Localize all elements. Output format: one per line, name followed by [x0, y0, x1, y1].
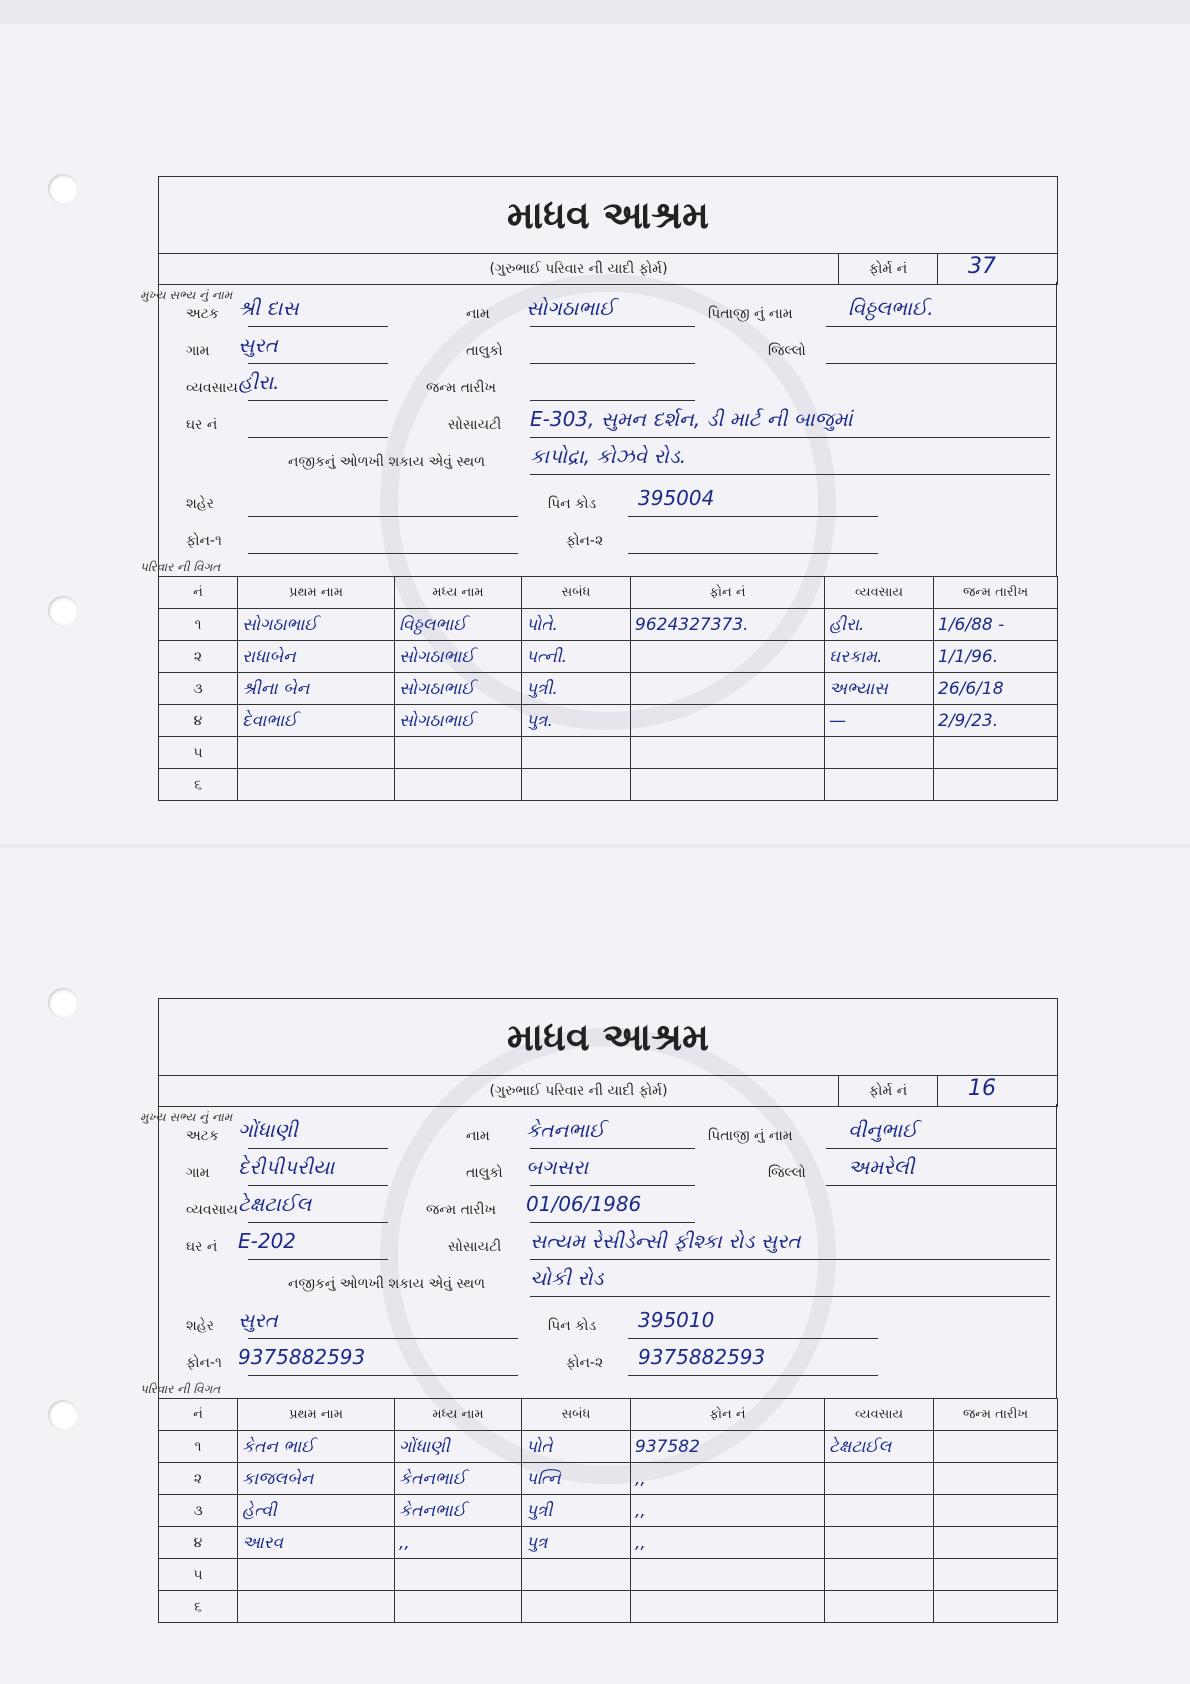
value-landmark: કાપોદ્રા, કોઝવે રોડ. [530, 444, 687, 468]
table-cell [631, 705, 825, 737]
table-cell: ટેક્ષટાઈલ [825, 1431, 934, 1463]
label-district: જિલ્લો [768, 343, 806, 359]
table-cell: ૪ [159, 1527, 238, 1559]
table-cell: પુત્ર [522, 1527, 631, 1559]
value-house: E-202 [238, 1229, 297, 1253]
table-cell: પુત્રી. [522, 673, 631, 705]
label-city: શહેર [186, 1318, 214, 1334]
table-cell [631, 673, 825, 705]
label-pin: પિન કોડ [548, 1318, 597, 1334]
table-cell: શ્રીના બેન [238, 673, 395, 705]
table-row [159, 609, 1058, 641]
table-row [159, 705, 1058, 737]
table-cell: 937582 [631, 1431, 825, 1463]
table-header-row [159, 577, 1058, 609]
table-header: જન્મ તારીખ [934, 1399, 1058, 1431]
table-cell [934, 737, 1058, 769]
details-frame [158, 282, 1057, 576]
table-cell [395, 1559, 522, 1591]
value-father: વીનુભાઈ [848, 1118, 918, 1142]
table-header: સબંધ [522, 1399, 631, 1431]
table-cell: પોતે [522, 1431, 631, 1463]
table-cell: સોગઠાભાઈ [395, 705, 522, 737]
table-cell: ,, [395, 1527, 522, 1559]
registration-form [140, 998, 1058, 1615]
table-cell: ૨ [159, 641, 238, 673]
table-cell: વિઠ્ઠલભાઈ [395, 609, 522, 641]
form-no-cell [938, 254, 1057, 284]
table-cell: આરવ [238, 1527, 395, 1559]
table-cell: 2/9/23. [934, 705, 1058, 737]
details-frame [158, 1104, 1057, 1398]
form-subtitle: (ગુરુભાઈ પરિવાર ની યાદી ફોર્મ) [159, 254, 839, 284]
label-village: ગામ [186, 1165, 210, 1181]
main-member-label: મુખ્ય સભ્ય નું નામ [140, 288, 233, 302]
table-cell [934, 1591, 1058, 1623]
table-cell [825, 1463, 934, 1495]
table-cell: કેતનભાઈ [395, 1463, 522, 1495]
table-cell [522, 1591, 631, 1623]
value-father: વિઠ્ઠલભાઈ. [848, 296, 934, 320]
table-cell [825, 769, 934, 801]
table-row [159, 1463, 1058, 1495]
form-subtitle: (ગુરુભાઈ પરિવાર ની યાદી ફોર્મ) [159, 1076, 839, 1106]
table-cell [238, 769, 395, 801]
label-pin: પિન કોડ [548, 496, 597, 512]
label-name: નામ [466, 306, 490, 322]
table-cell [934, 1559, 1058, 1591]
table-cell: સોગઠાભાઈ [238, 609, 395, 641]
value-landmark: ચોકી રોડ [530, 1266, 604, 1290]
table-cell: — [825, 705, 934, 737]
table-header: મધ્ય નામ [395, 577, 522, 609]
table-cell: ૧ [159, 1431, 238, 1463]
table-cell: કેતનભાઈ [395, 1495, 522, 1527]
form-title: માધવ આશ્રમ [158, 998, 1058, 1075]
value-pin: 395004 [638, 486, 715, 510]
registration-form [140, 176, 1058, 793]
table-cell [522, 1559, 631, 1591]
table-cell [631, 1559, 825, 1591]
label-landmark: નજીકનું ઓળખી શકાય એવું સ્થળ [288, 454, 486, 470]
label-occupation: વ્યવસાય [186, 1202, 238, 1218]
label-phone1: ફોન-૧ [186, 1355, 222, 1371]
label-occupation: વ્યવસાય [186, 380, 238, 396]
value-society: સત્યમ રેસીડેન્સી ફીશ્કા રોડ સુરત [530, 1229, 801, 1253]
form-no-cell [938, 1076, 1057, 1106]
table-cell: કાજલબેન [238, 1463, 395, 1495]
punch-hole [48, 988, 78, 1018]
value-city: સુરત [238, 1308, 278, 1332]
table-cell: 1/1/96. [934, 641, 1058, 673]
table-cell: પત્નિ [522, 1463, 631, 1495]
table-cell [934, 1431, 1058, 1463]
table-cell [631, 641, 825, 673]
table-cell: પોતે. [522, 609, 631, 641]
table-row [159, 1591, 1058, 1623]
value-name: સોગઠાભાઈ [526, 296, 615, 320]
table-cell: હીરા. [825, 609, 934, 641]
table-header: વ્યવસાય [825, 1399, 934, 1431]
family-label: પરિવાર ની વિગત [140, 560, 221, 574]
table-header: સબંધ [522, 577, 631, 609]
table-cell [825, 737, 934, 769]
table-cell: અભ્યાસ [825, 673, 934, 705]
label-village: ગામ [186, 343, 210, 359]
table-cell [631, 737, 825, 769]
table-cell: ૨ [159, 1463, 238, 1495]
table-cell: ,, [631, 1463, 825, 1495]
form-no-label: ફોર્મ નં [839, 1076, 938, 1106]
table-header: મધ્ય નામ [395, 1399, 522, 1431]
table-cell: ઘરકામ. [825, 641, 934, 673]
table-cell [238, 1559, 395, 1591]
table-cell: ૪ [159, 705, 238, 737]
value-district: અમરેલી [848, 1155, 915, 1179]
value-taluka: બગસરા [526, 1155, 589, 1179]
table-cell [934, 1495, 1058, 1527]
table-row [159, 1527, 1058, 1559]
subtitle-row [158, 253, 1058, 285]
table-cell: પુત્રી [522, 1495, 631, 1527]
table-cell: 26/6/18 [934, 673, 1058, 705]
table-cell: ,, [631, 1527, 825, 1559]
label-dob: જન્મ તારીખ [426, 1202, 497, 1218]
label-taluka: તાલુકો [466, 343, 503, 359]
table-cell [238, 737, 395, 769]
table-row [159, 673, 1058, 705]
table-header: નં [159, 577, 238, 609]
table-cell: ગોંધાણી [395, 1431, 522, 1463]
table-cell: ૩ [159, 1495, 238, 1527]
table-header: પ્રથમ નામ [238, 577, 395, 609]
label-district: જિલ્લો [768, 1165, 806, 1181]
label-taluka: તાલુકો [466, 1165, 503, 1181]
label-surname: અટક [186, 1128, 219, 1144]
label-father: પિતાજી નું નામ [708, 1128, 793, 1144]
table-cell [631, 1591, 825, 1623]
table-cell: કેતન ભાઈ [238, 1431, 395, 1463]
table-header-row [159, 1399, 1058, 1431]
label-house: ઘર નં [186, 417, 218, 433]
label-landmark: નજીકનું ઓળખી શકાય એવું સ્થળ [288, 1276, 486, 1292]
form-title: માધવ આશ્રમ [158, 176, 1058, 253]
family-table [158, 576, 1058, 801]
punch-hole [48, 174, 78, 204]
table-cell: હેત્વી [238, 1495, 395, 1527]
punch-hole [48, 1400, 78, 1430]
table-cell [825, 1591, 934, 1623]
table-cell [395, 737, 522, 769]
value-name: કેતનભાઈ [526, 1118, 605, 1142]
family-table [158, 1398, 1058, 1623]
table-row [159, 769, 1058, 801]
value-dob: 01/06/1986 [526, 1192, 642, 1216]
table-cell [934, 769, 1058, 801]
punch-hole [48, 596, 78, 626]
table-cell: ૬ [159, 1591, 238, 1623]
table-cell [395, 1591, 522, 1623]
table-cell: સોગઠાભાઈ [395, 641, 522, 673]
table-header: નં [159, 1399, 238, 1431]
table-cell: ૧ [159, 609, 238, 641]
main-member-label: મુખ્ય સભ્ય નું નામ [140, 1110, 233, 1124]
label-house: ઘર નં [186, 1239, 218, 1255]
table-header: વ્યવસાય [825, 577, 934, 609]
label-society: સોસાયટી [448, 1239, 502, 1255]
label-surname: અટક [186, 306, 219, 322]
value-phone1: 9375882593 [238, 1345, 366, 1369]
form-no-value: 37 [968, 254, 996, 279]
table-header: જન્મ તારીખ [934, 577, 1058, 609]
label-city: શહેર [186, 496, 214, 512]
table-cell [825, 1559, 934, 1591]
value-occupation: ટેક્ષટાઈલ [238, 1192, 312, 1216]
label-phone2: ફોન-૨ [566, 1355, 604, 1371]
table-cell: પત્ની. [522, 641, 631, 673]
table-row [159, 1495, 1058, 1527]
value-phone2: 9375882593 [638, 1345, 766, 1369]
table-cell: ,, [631, 1495, 825, 1527]
table-cell [522, 769, 631, 801]
table-cell: પુત્ર. [522, 705, 631, 737]
table-cell [934, 1527, 1058, 1559]
table-cell: સોગઠાભાઈ [395, 673, 522, 705]
value-society: E-303, સુમન દર્શન, ડી માર્ટ ની બાજુમાં [530, 407, 853, 431]
table-cell [238, 1591, 395, 1623]
table-cell: 9624327373. [631, 609, 825, 641]
family-label: પરિવાર ની વિગત [140, 1382, 221, 1396]
label-society: સોસાયટી [448, 417, 502, 433]
label-name: નામ [466, 1128, 490, 1144]
table-row [159, 1431, 1058, 1463]
table-header: ફોન નં [631, 577, 825, 609]
table-cell [825, 1495, 934, 1527]
form-no-label: ફોર્મ નં [839, 254, 938, 284]
value-village: સુરત [238, 333, 278, 357]
table-row [159, 1559, 1058, 1591]
table-cell: દેવાભાઈ [238, 705, 395, 737]
table-cell: ૬ [159, 769, 238, 801]
value-pin: 395010 [638, 1308, 715, 1332]
table-cell [395, 769, 522, 801]
value-occupation: હીરા. [238, 370, 280, 394]
table-cell: ૫ [159, 1559, 238, 1591]
value-surname: ગોંધાણી [238, 1118, 298, 1142]
label-phone1: ફોન-૧ [186, 533, 222, 549]
form-no-value: 16 [968, 1076, 996, 1101]
value-surname: શ્રી દાસ [238, 296, 299, 320]
table-row [159, 641, 1058, 673]
table-cell [631, 769, 825, 801]
table-cell: 1/6/88 - [934, 609, 1058, 641]
table-cell [934, 1463, 1058, 1495]
table-cell [825, 1527, 934, 1559]
table-row [159, 737, 1058, 769]
table-cell: રાધાબેન [238, 641, 395, 673]
subtitle-row [158, 1075, 1058, 1107]
table-header: ફોન નં [631, 1399, 825, 1431]
label-dob: જન્મ તારીખ [426, 380, 497, 396]
value-village: દેરીપીપરીયા [238, 1155, 335, 1179]
label-phone2: ફોન-૨ [566, 533, 604, 549]
table-cell [522, 737, 631, 769]
table-header: પ્રથમ નામ [238, 1399, 395, 1431]
table-cell: ૩ [159, 673, 238, 705]
label-father: પિતાજી નું નામ [708, 306, 793, 322]
table-cell: ૫ [159, 737, 238, 769]
